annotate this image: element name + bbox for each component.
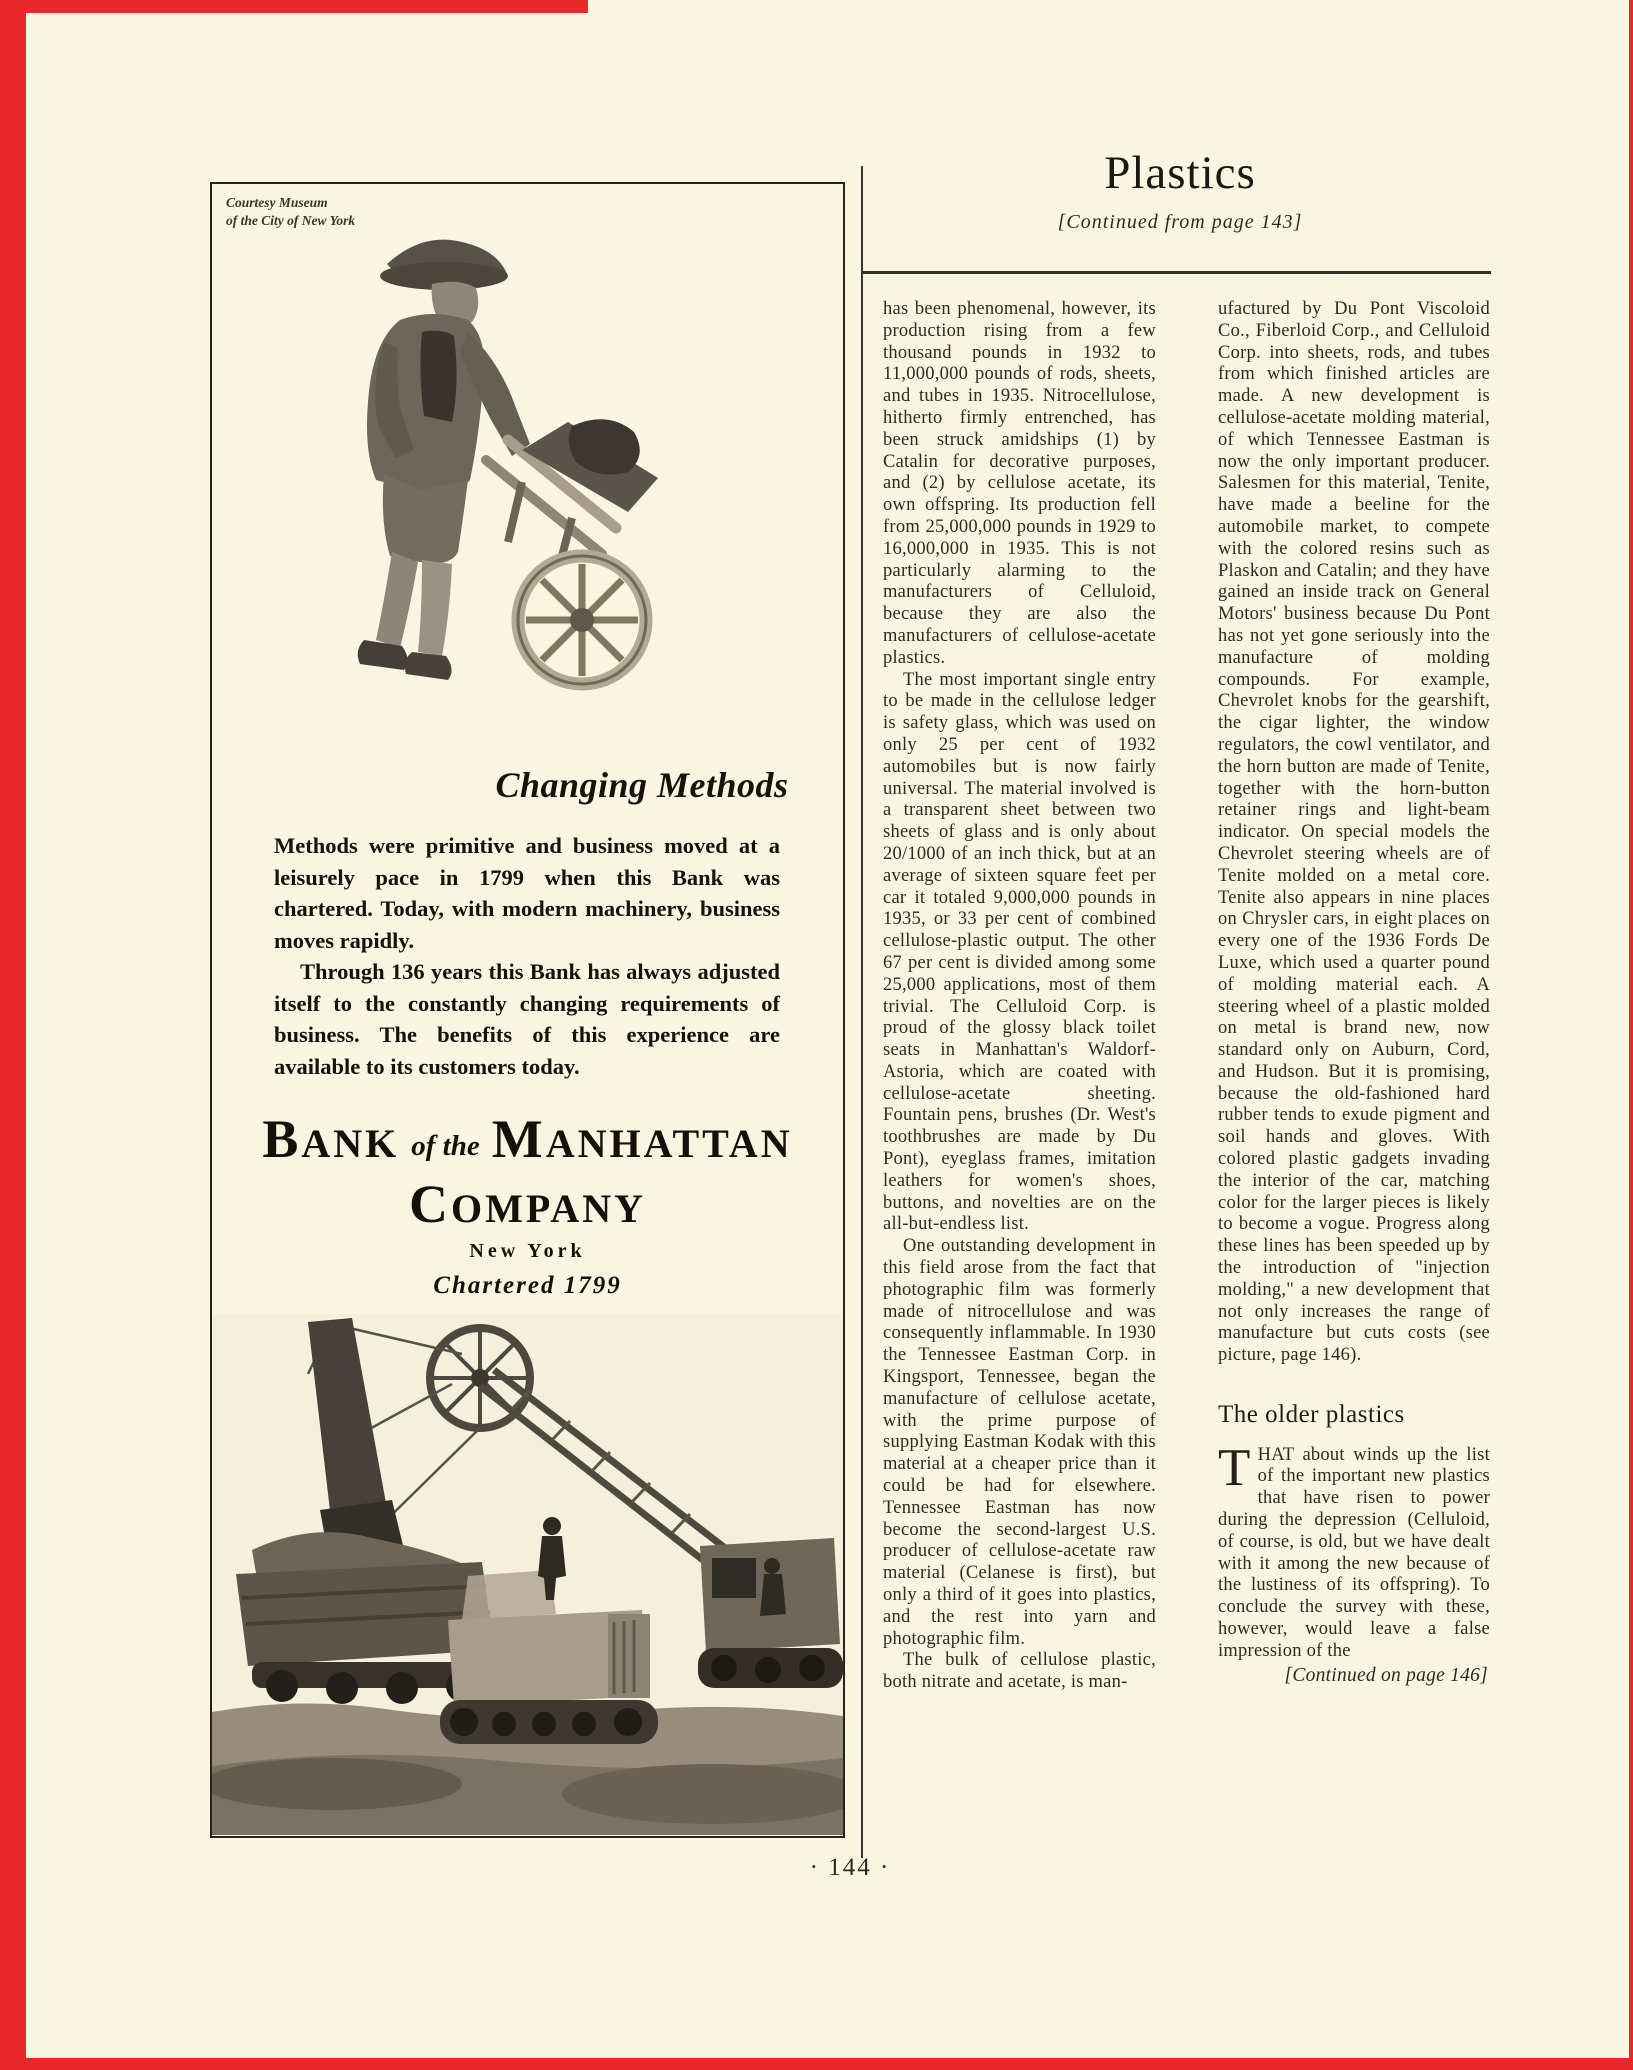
bank-name-word: MANHATTAN — [491, 1109, 793, 1169]
article-continued-from: [Continued from page 143] — [1057, 211, 1303, 233]
ad-body-copy — [274, 830, 780, 1082]
wheelbarrow-figurine-photo — [272, 212, 682, 717]
article-paragraph-dropcap: THAT about winds up the list of the important new plastics that have risen to power during the depression (Celluloid, of course, is old, but we have dealt with it among the new because of the lustiness of its offspring). To conclude the survey with these, however, would leave a false impression of the — [1218, 1438, 1490, 1661]
steam-shovel-photo — [212, 1314, 843, 1835]
photo-credit-line-1: Courtesy Museum — [226, 195, 328, 210]
scan-edge-right — [1629, 0, 1633, 2070]
bank-advertisement — [210, 182, 845, 1838]
bank-name-connector: of the — [411, 1130, 480, 1162]
article-column-1 — [883, 299, 1156, 1694]
ad-paragraph: Methods were primitive and business moved at a leisurely pace in 1799 when this Bank was chartered. Today, with modern machinery, business moves rapidly. — [274, 833, 780, 953]
drop-cap-letter: T — [1218, 1438, 1251, 1497]
page-number: · 144 · — [809, 1854, 891, 1881]
article-paragraph: has been phenomenal, however, its production rising from a few thousand pounds in 1932 to 11,000,000 pounds of rods, sheets, and tubes in 1935. Nitrocellulose, hitherto firmly entrenched, has been struck amidships (1) by Catalin for decorative purposes, and (2) by cellulose acetate, its own offspring. Its production fell from 25,000,000 pounds in 1929 to 16,000,000 in 1935. This is not particularly alarming to the manufacturers of Celluloid, because they are also the manufacturers of cellulose-acetate plastics. — [883, 299, 1156, 668]
bank-name-word: COMPANY — [409, 1174, 646, 1234]
bank-name-line-2 — [212, 1174, 843, 1234]
article-title: Plastics — [1104, 147, 1256, 199]
article-paragraph: The bulk of cellulose plastic, both nitrate and acetate, is man- — [883, 1650, 1156, 1693]
bank-location: New York — [469, 1240, 586, 1262]
scan-edge-bottom — [0, 2058, 1633, 2070]
photo-credit-line-2: of the City of New York — [226, 212, 356, 228]
article-header — [880, 147, 1480, 234]
article-paragraph: The most important single entry to be made in the cellulose ledger is safety glass, which was used on only 25 per cent of 1932 automobiles but is now fairly universal. The material involved is a transparent sheet between two sheets of glass and is only about 20/1000 of an inch thick, but at an average of sixteen square feet per car it totaled 9,000,000 pounds in 1935, or 33 per cent of combined cellulose-plastic output. The other 67 per cent is divided among some 25,000 applications, most of them trivial. The Celluloid Corp. is proud of the glossy black toilet seats in Manhattan's Waldorf-Astoria, which are coated with cellulose-acetate sheeting. Fountain pens, brushes (Dr. West's toothbrushes are made by Du Pont), eyeglass frames, imitation leathers for women's shoes, buttons, and novelties are on the all-but-endless list. — [883, 669, 1156, 1235]
header-rule — [861, 271, 1491, 274]
column-divider-rule — [861, 166, 863, 1858]
article-continued-on: [Continued on page 146] — [1284, 1664, 1488, 1686]
article-paragraph: ufactured by Du Pont Viscoloid Co., Fiberloid Corp., and Celluloid Corp. into sheets, rods, and tubes from which finished articles are made. A new development is cellulose-acetate molding material, of which Tennessee Eastman is now the only important producer. Salesmen for this material, Tenite, have made a beeline for the automobile market, to compete with the colored resins such as Plaskon and Catalin; and they have gained an inside track on General Motors' business because Du Pont has not yet gone seriously into the manufacture of molding compounds. For example, Chevrolet knobs for the gearshift, the cigar lighter, the window regulators, the cowl ventilator, and the horn button are made of Tenite, together with the horn-button retainer rings and light-beam indicator. On special models the Chevrolet steering wheels are of Tenite molded on a metal core. Tenite also appears in nine places on Chrysler cars, in eight places on every one of the 1936 Fords De Luxe, which used a quarter pound of molding material each. A steering wheel of a plastic molded on metal is brand new, now standard only on Auburn, Cord, and Hudson. But it is promising, because the old-fashioned hard rubber tends to exude pigment and soil hands and gloves. With colored plastic gadgets invading the interior of the car, matching color for the larger pieces is likely to become a vogue. Progress along these lines has been speeded up by the introduction of "injection molding," a new development that not only increases the range of manufacture but cuts costs (see picture, page 146). — [1218, 299, 1490, 1366]
scan-edge-top — [0, 0, 588, 13]
bank-chartered: Chartered 1799 — [433, 1272, 622, 1299]
bank-name-line-1 — [212, 1109, 843, 1169]
article-paragraph: One outstanding development in this field arose from the fact that photographic film was formerly made of nitrocellulose and was consequently inflammable. In 1930 the Tennessee Eastman Corp. in Kingsport, Tennessee, began the manufacture of cellulose acetate, with the prime purpose of supplying Eastman Kodak with this material at a cheaper price than it could be had for elsewhere. Tennessee Eastman has now become the second-largest U.S. producer of cellulose-acetate raw material (Celanese is first), but only a third of it goes into plastics, and the rest into yarn and photographic film. — [883, 1236, 1156, 1649]
scan-edge-left — [0, 0, 26, 2070]
bank-name-word: BANK — [262, 1109, 400, 1169]
article-subheading: The older plastics — [1218, 1401, 1405, 1429]
ad-headline: Changing Methods — [495, 765, 789, 805]
article-column-2 — [1218, 299, 1490, 1686]
ad-paragraph: Through 136 years this Bank has always adjusted itself to the constantly changing requirements of business. The benefits of this experience are available to its customers today. — [274, 959, 780, 1079]
